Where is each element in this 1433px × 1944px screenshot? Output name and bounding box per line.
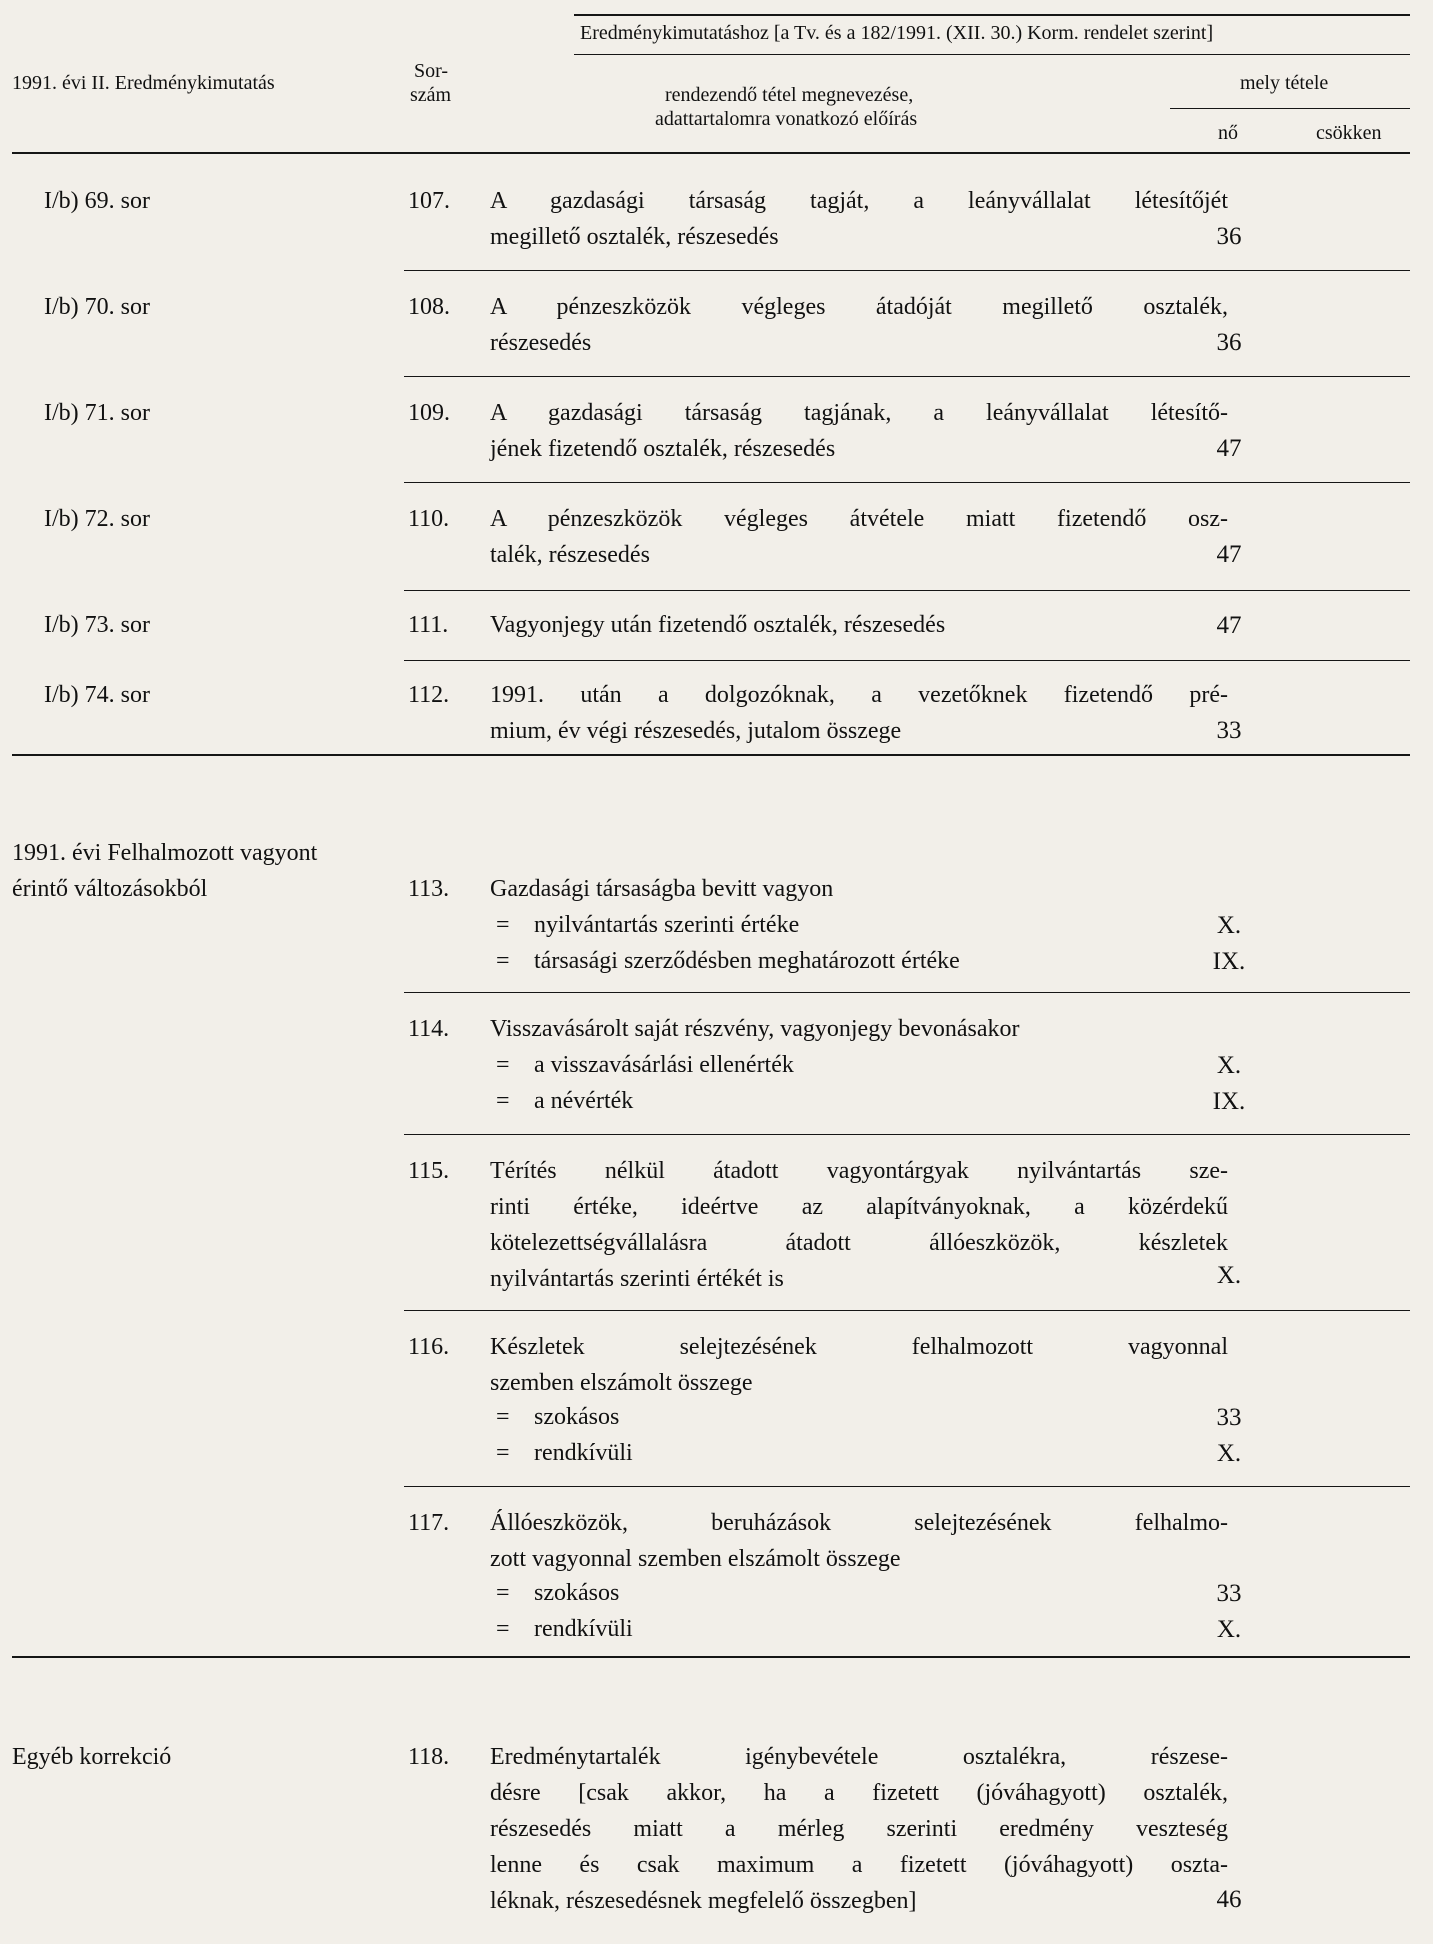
header-right-csokken: csökken [1316, 122, 1382, 144]
item-value: IX. [1212, 948, 1246, 975]
item-number: 118. [408, 1744, 450, 1770]
row-number: 109. [408, 400, 450, 426]
header-col2-line2: szám [410, 84, 452, 106]
item-value: X. [1216, 1262, 1242, 1289]
item-number: 115. [408, 1158, 450, 1184]
row-description: A gazdasági társaság tagját, a leányvállalat létesítőjét megillető osztalék, részesedés [490, 188, 1228, 250]
row-value: 36 [1216, 329, 1242, 356]
section2-label-line2: érintő változásokból [12, 876, 208, 902]
header-col1: 1991. évi II. Eredménykimutatás [12, 72, 275, 94]
item-sub: = rendkívüli [496, 1440, 633, 1466]
row-description: 1991. után a dolgozóknak, a vezetőknek fizetendő pré- mium, év végi részesedés, jutalom összege [490, 682, 1228, 744]
item-value: 33 [1216, 1404, 1242, 1431]
item-description: Gazdasági társaságba bevitt vagyon [490, 876, 834, 902]
item-value: 46 [1216, 1886, 1242, 1913]
row-divider [404, 660, 1410, 661]
row-number: 107. [408, 188, 450, 214]
item-sub: = a visszavásárlási ellenérték [496, 1052, 794, 1078]
row-ref: I/b) 71. sor [44, 400, 150, 426]
header-bottom-rule [12, 152, 1410, 154]
item-value: X. [1216, 912, 1242, 939]
row-number: 110. [408, 506, 450, 532]
row-divider [404, 1486, 1410, 1487]
row-divider [404, 270, 1410, 271]
row-value: 47 [1216, 435, 1242, 462]
row-value: 36 [1216, 223, 1242, 250]
header-right-rule [1170, 108, 1410, 109]
item-number: 116. [408, 1334, 450, 1360]
row-description: Vagyonjegy után fizetendő osztalék, részesedés [490, 612, 946, 638]
section-rule [12, 1656, 1410, 1658]
item-description: Készletek selejtezésének felhalmozott vagyonnal szemben elszámolt összege [490, 1334, 1228, 1396]
item-description: Eredménytartalék igénybevétele osztalékra, részese- désre [csak akkor, ha a fizetett (jóváhagyott) osztalék, részesedés miatt a mérleg szerinti eredmény veszteség lenne és csak maximum a fizetett (jóváhagyott) oszta- léknak, részesedésnek megfelelő összegben] [490, 1744, 1228, 1914]
item-value: IX. [1212, 1088, 1246, 1115]
header-mid-line1: rendezendő tétel megnevezése, [665, 84, 914, 106]
item-number: 114. [408, 1016, 450, 1042]
header-right-top: mely tétele [1240, 72, 1329, 94]
row-value: 47 [1216, 541, 1242, 568]
row-description: A pénzeszközök végleges átadóját megillető osztalék, részesedés [490, 294, 1228, 356]
item-sub: = szokásos [496, 1580, 620, 1606]
row-divider [404, 992, 1410, 993]
row-ref: I/b) 69. sor [44, 188, 150, 214]
item-sub: = a névérték [496, 1088, 634, 1114]
row-value: 33 [1216, 717, 1242, 744]
row-divider [404, 590, 1410, 591]
item-description: Állóeszközök, beruházások selejtezésének felhalmo- zott vagyonnal szemben elszámolt összege [490, 1510, 1228, 1572]
item-value: X. [1216, 1616, 1242, 1643]
item-sub: = társasági szerződésben meghatározott értéke [496, 948, 960, 974]
row-divider [404, 1134, 1410, 1135]
item-sub: = rendkívüli [496, 1616, 633, 1642]
header-top-title: Eredménykimutatáshoz [a Tv. és a 182/1991. (XII. 30.) Korm. rendelet szerint] [580, 22, 1214, 44]
item-sub: = szokásos [496, 1404, 620, 1430]
header-mid-rule [574, 54, 1410, 55]
item-sub: = nyilvántartás szerinti értéke [496, 912, 800, 938]
item-number: 113. [408, 876, 450, 902]
item-number: 117. [408, 1510, 450, 1536]
row-value: 47 [1216, 612, 1242, 639]
section2-label: 1991. évi Felhalmozott vagyont [12, 840, 318, 866]
row-divider [404, 1310, 1410, 1311]
item-description: Térítés nélkül átadott vagyontárgyak nyilvántartás sze- rinti értéke, ideértve az alapítványoknak, a közérdekű kötelezettségvállalásra átadott állóeszközök, készletek nyilvántartás szerinti értékét is [490, 1158, 1228, 1292]
row-number: 108. [408, 294, 450, 320]
row-ref: I/b) 70. sor [44, 294, 150, 320]
header-col2-line1: Sor- [414, 60, 449, 82]
header-mid-line2: adattartalomra vonatkozó előírás [655, 108, 918, 130]
row-ref: I/b) 73. sor [44, 612, 150, 638]
item-value: 33 [1216, 1580, 1242, 1607]
row-divider [404, 376, 1410, 377]
item-value: X. [1216, 1052, 1242, 1079]
section3-label: Egyéb korrekció [12, 1744, 172, 1770]
row-ref: I/b) 72. sor [44, 506, 150, 532]
item-value: X. [1216, 1440, 1242, 1467]
row-description: A pénzeszközök végleges átvétele miatt fizetendő osz- talék, részesedés [490, 506, 1228, 568]
row-number: 112. [408, 682, 450, 708]
header-top-rule [574, 14, 1410, 16]
row-number: 111. [408, 612, 449, 638]
row-ref: I/b) 74. sor [44, 682, 150, 708]
header-right-no: nő [1218, 122, 1238, 144]
row-divider [404, 482, 1410, 483]
row-description: A gazdasági társaság tagjának, a leányvállalat létesítő- jének fizetendő osztalék, részesedés [490, 400, 1228, 462]
item-description: Visszavásárolt saját részvény, vagyonjegy bevonásakor [490, 1016, 1020, 1042]
section-rule [12, 754, 1410, 756]
